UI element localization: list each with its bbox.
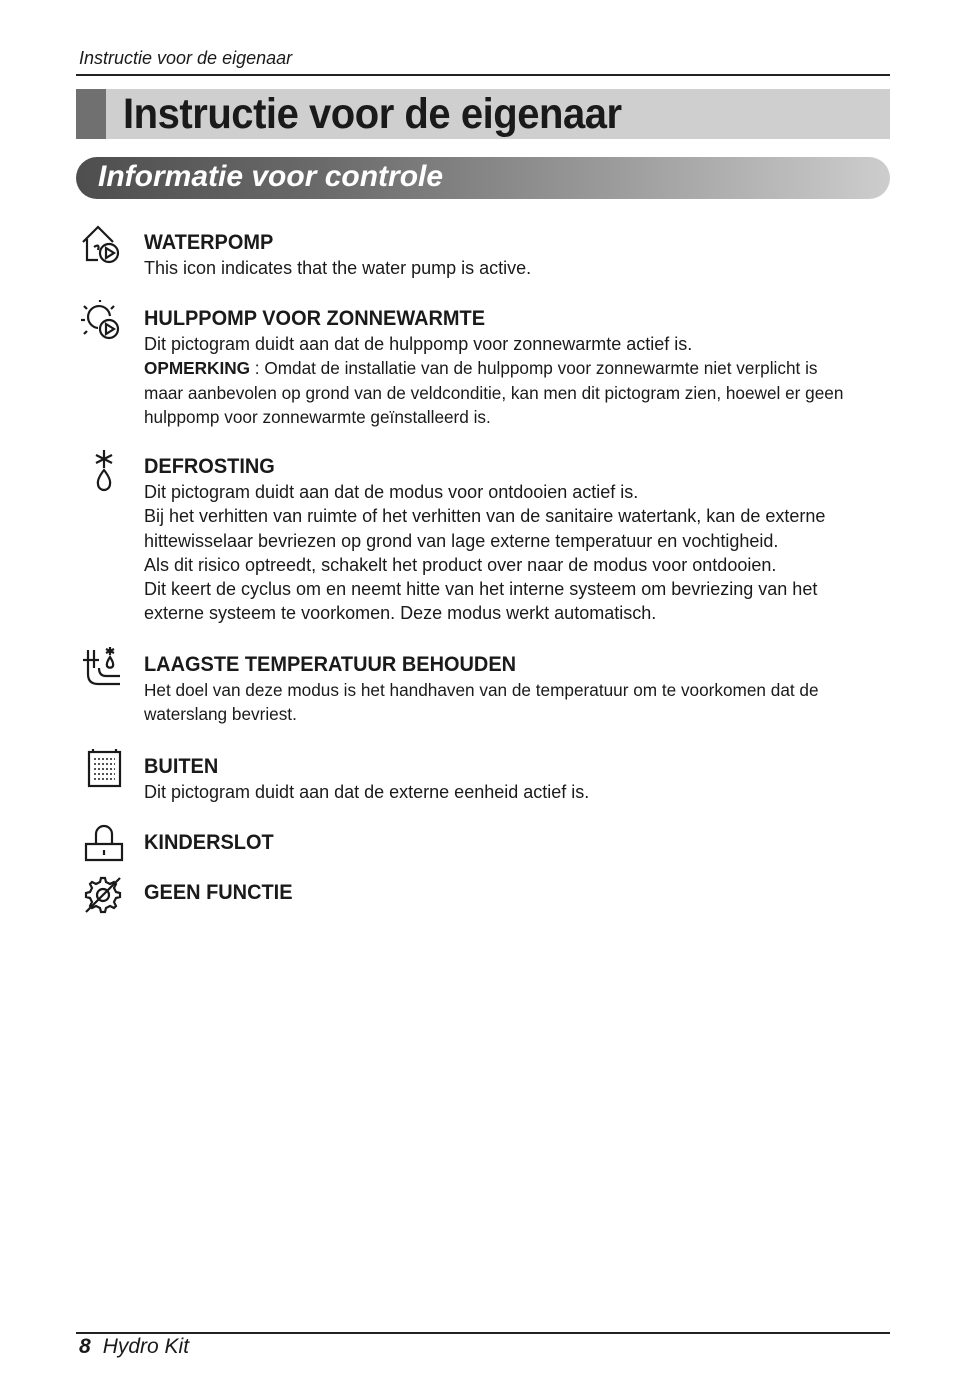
item-text: Bij het verhitten van ruimte of het verhitten van de sanitaire watertank, kan de externe xyxy=(144,506,826,527)
item-text: hittewisselaar bevriezen op grond van lage externe temperatuur en vochtigheid. xyxy=(144,530,779,551)
item-heading: KINDERSLOT xyxy=(144,831,274,854)
frost-protection-icon xyxy=(80,644,124,688)
note-text: : Omdat de installatie van de hulppomp voor zonnewarmte niet verplicht is xyxy=(250,358,818,379)
lock-icon xyxy=(80,822,124,866)
item-heading: LAAGSTE TEMPERATUUR BEHOUDEN xyxy=(144,653,517,676)
item-text: externe systeem te voorkomen. Deze modus werkt automatisch. xyxy=(144,603,657,624)
header-rule xyxy=(76,74,890,76)
page-title: Instructie voor de eigenaar xyxy=(123,90,622,138)
section-bar xyxy=(76,157,890,199)
item-heading: HULPPOMP VOOR ZONNEWARMTE xyxy=(144,307,486,330)
title-bar xyxy=(76,89,890,139)
note-label: OPMERKING xyxy=(144,358,250,379)
item-text: Dit pictogram duidt aan dat de hulppomp voor zonnewarmte actief is. xyxy=(144,334,693,354)
item-note xyxy=(144,356,890,380)
item-note-line: maar aanbevolen op grond van de veldconditie, kan men dit pictogram zien, hoewel er geen xyxy=(144,382,844,403)
item-heading: BUITEN xyxy=(144,755,219,778)
item-heading: WATERPOMP xyxy=(144,231,274,254)
water-pump-icon xyxy=(80,222,124,266)
product-name: Hydro Kit xyxy=(102,1335,190,1358)
footer-rule xyxy=(76,1332,890,1334)
item-text: This icon indicates that the water pump is active. xyxy=(144,258,532,278)
item-text: waterslang bevriest. xyxy=(144,704,297,725)
footer xyxy=(79,1335,189,1359)
item-heading: DEFROSTING xyxy=(144,455,275,478)
page-number: 8 xyxy=(79,1335,91,1358)
solar-pump-icon xyxy=(80,298,124,342)
item-text: Dit pictogram duidt aan dat de externe eenheid actief is. xyxy=(144,782,590,802)
item-text: Dit pictogram duidt aan dat de modus voor ontdooien actief is. xyxy=(144,482,639,502)
section-title: Informatie voor controle xyxy=(98,160,444,193)
item-text: Het doel van deze modus is het handhaven van de temperatuur om te voorkomen dat de xyxy=(144,680,819,700)
defrost-icon xyxy=(80,446,124,490)
no-function-icon xyxy=(80,872,124,916)
running-header: Instructie voor de eigenaar xyxy=(79,48,293,68)
item-text: Als dit risico optreedt, schakelt het product over naar de modus voor ontdooien. xyxy=(144,554,777,575)
item-note-line: hulppomp voor zonnewarmte geïnstalleerd is. xyxy=(144,406,491,427)
item-heading: GEEN FUNCTIE xyxy=(144,881,293,904)
item-text: Dit keert de cyclus om en neemt hitte van het interne systeem om bevriezing van het xyxy=(144,579,818,600)
title-accent-block xyxy=(76,89,106,139)
outdoor-unit-icon xyxy=(80,746,124,790)
